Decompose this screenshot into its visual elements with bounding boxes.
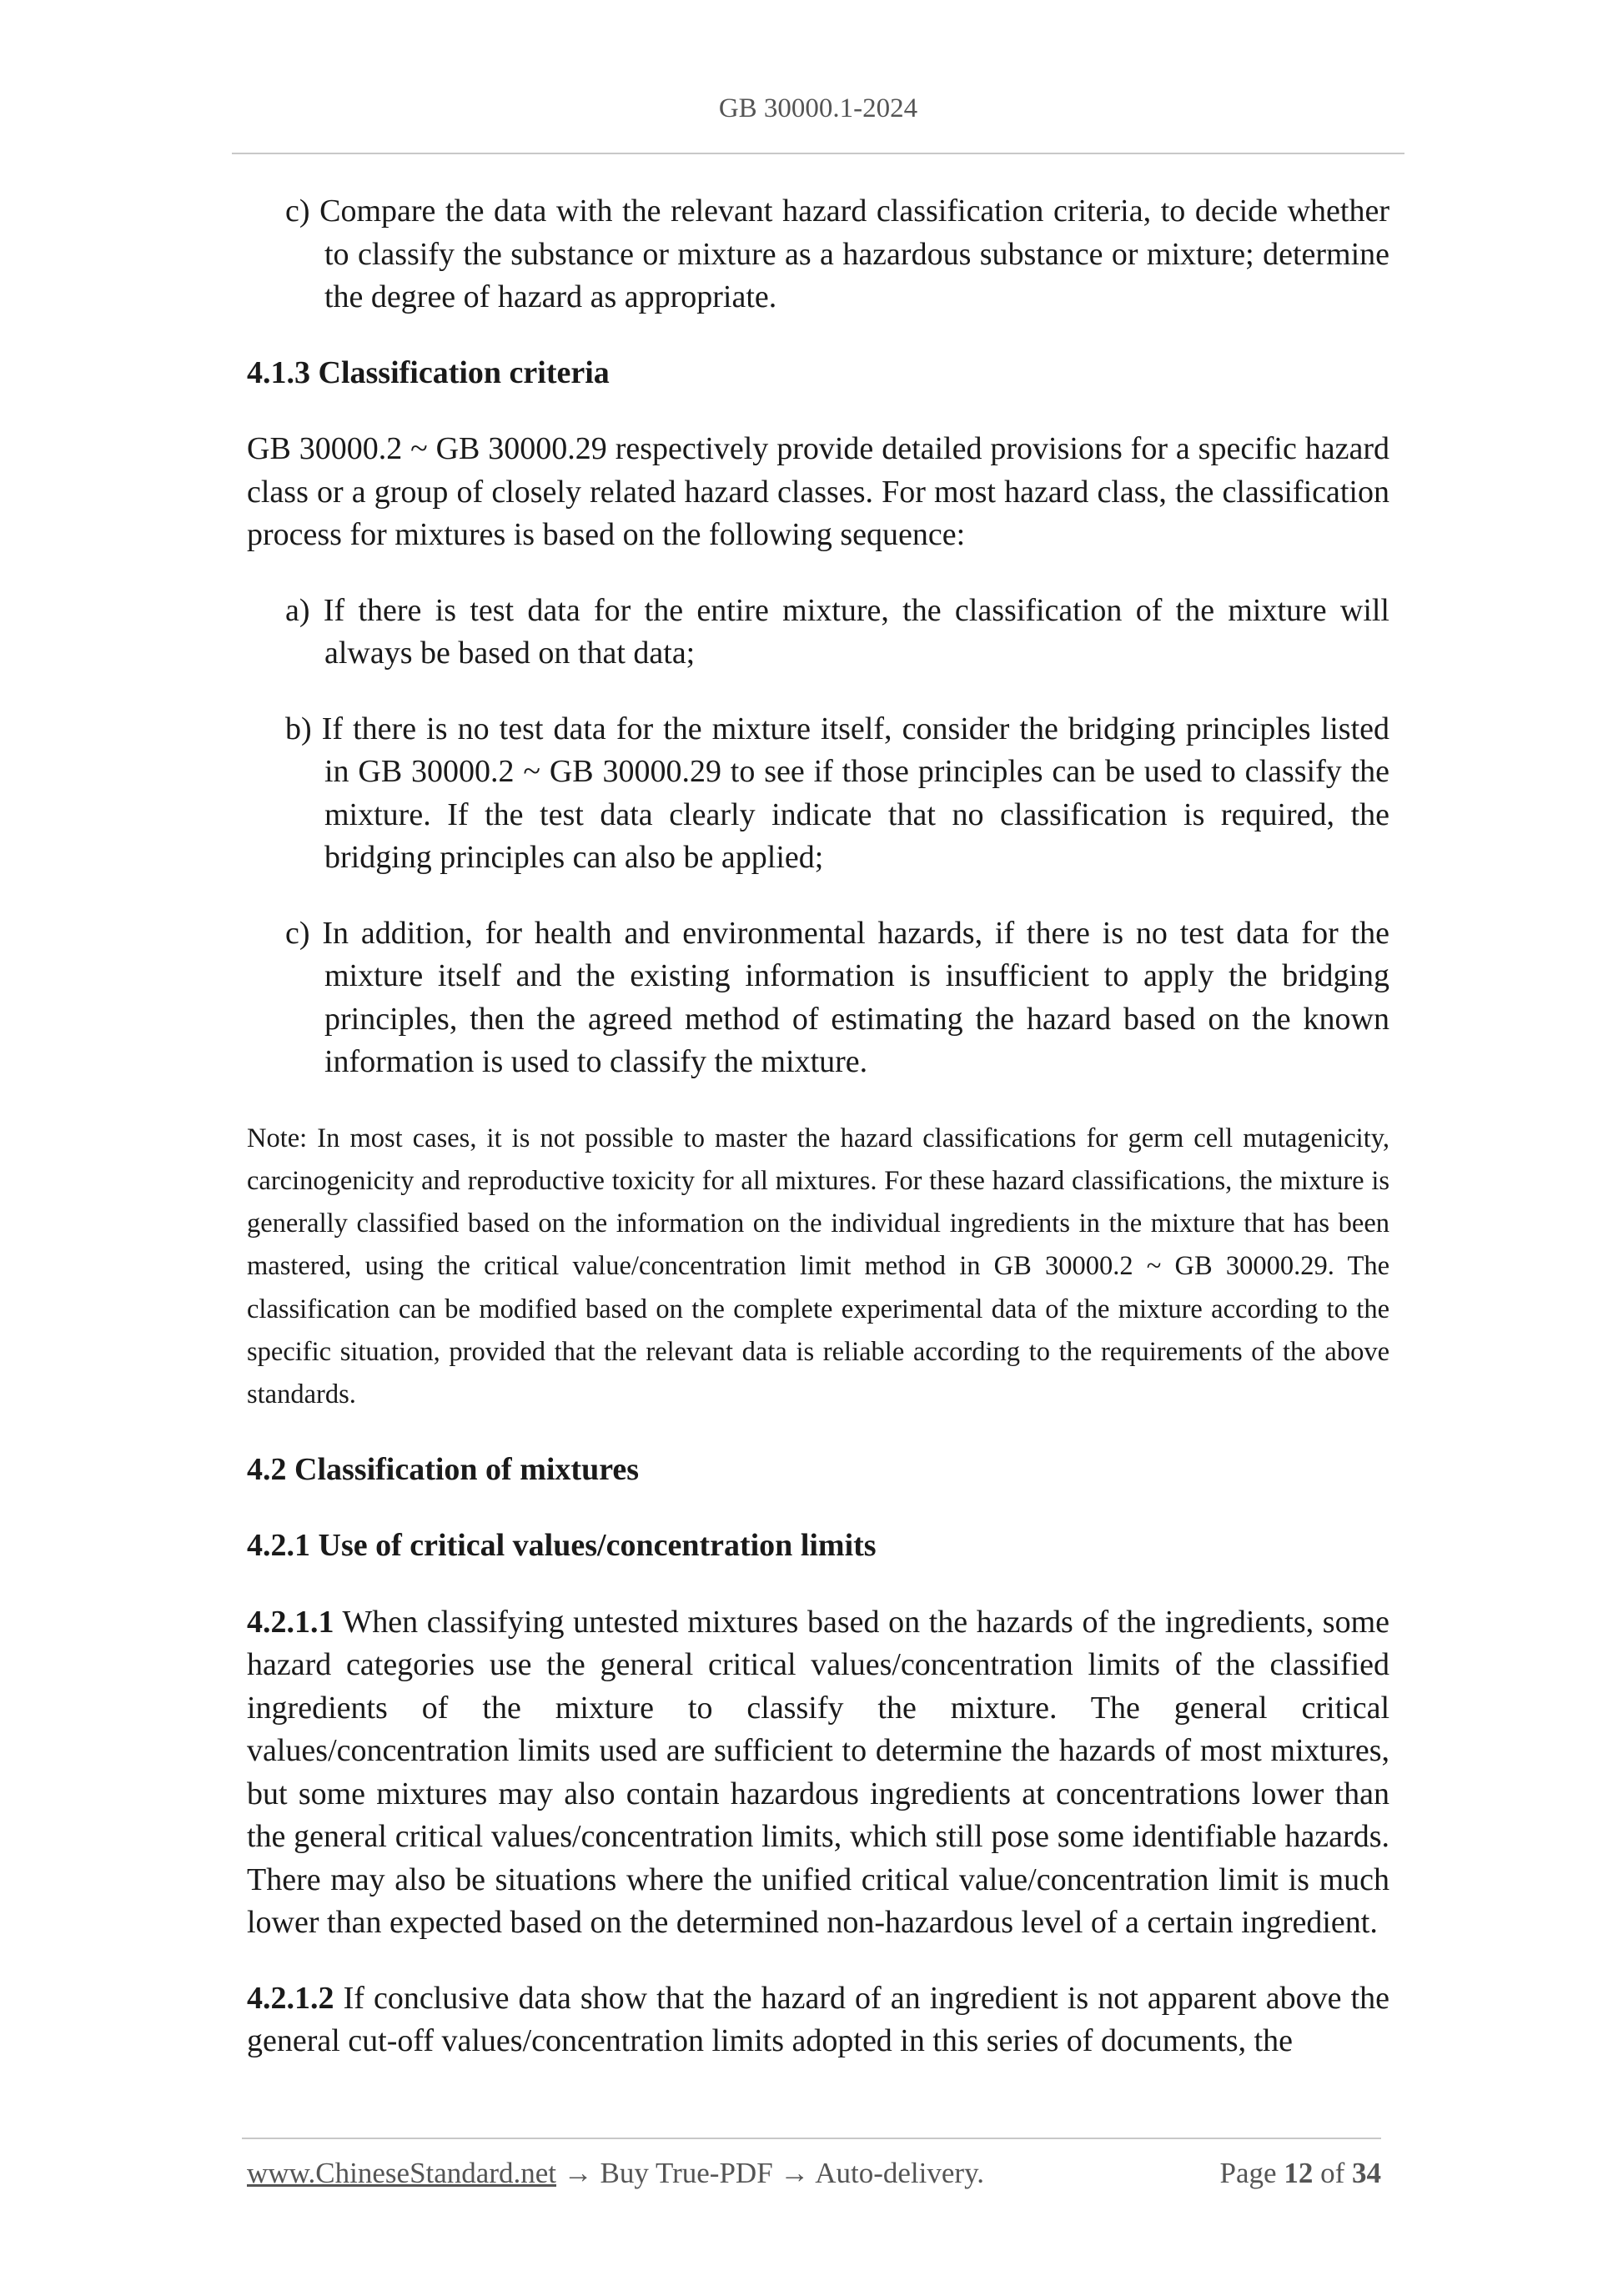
site-link[interactable]: www.ChineseStandard.net: [247, 2157, 556, 2189]
footer-promo: [247, 2157, 984, 2190]
clause-text: If conclusive data show that the hazard of an ingredient is not apparent above the general cut-off values/concentration limits adopted in this series of documents, the: [247, 1980, 1389, 2059]
page-current: 12: [1284, 2157, 1314, 2189]
footer-delivery-text: Auto-delivery.: [809, 2157, 985, 2189]
page-label: Page: [1219, 2157, 1284, 2189]
document-header: GB 30000.1-2024: [718, 93, 918, 123]
arrow-icon: →: [563, 2157, 593, 2189]
page-footer: [247, 2157, 1381, 2190]
arrow-icon: →: [780, 2157, 810, 2189]
clause-4-2-1-1: [247, 1601, 1389, 1945]
list-item-a: a) If there is test data for the entire mixture, the classification of the mixture will always be based on that data;: [285, 592, 1389, 671]
paragraph-classification-criteria: GB 30000.2 ~ GB 30000.29 respectively provide detailed provisions for a specific hazard class or a group of closely related hazard classes. For most hazard class, the classification process for mixtures is based on the following sequence:: [247, 431, 1389, 552]
list-item-b: b) If there is no test data for the mixture itself, consider the bridging principles listed in GB 30000.2 ~ GB 30000.29 to see if those principles can be used to classify the mixture. If the test data clearly indicate that no classification is required, the bridging principles can also be applied;: [285, 711, 1389, 875]
clause-number: 4.2.1.2: [247, 1980, 334, 2016]
footer-buy-text: Buy True-PDF: [592, 2157, 781, 2189]
clause-text: When classifying untested mixtures based on the hazards of the ingredients, some hazard categories use the general critical values/concentration limits of the classified ingredients of the mixture to classify the mixture. The general critical values/concentration limits used are sufficient to determine the hazards of most mixtures, but some mixtures may also contain hazardous ingredients at concentrations lower than the general critical values/concentration limits, which still pose some identifiable hazards. There may also be situations where the unified critical value/concentration limit is much lower than expected based on the determined non-hazardous level of a certain ingredient.: [247, 1604, 1389, 1941]
section-heading-4-1-3: 4.1.3 Classification criteria: [247, 354, 610, 390]
footer-divider: [242, 2138, 1381, 2139]
list-item-c-compare: c) Compare the data with the relevant hazard classification criteria, to decide whether to classify the substance or mixture as a hazardous substance or mixture; determine the degree of hazard as appropriate.: [285, 193, 1389, 314]
note-paragraph: Note: In most cases, it is not possible to master the hazard classifications for germ cell mutagenicity, carcinogenicity and reproductive toxicity for all mixtures. For these hazard classifications, the mixture is generally classified based on the information on the individual ingredients in the mixture that has been mastered, using the critical value/concentration limit method in GB 30000.2 ~ GB 30000.29. The classification can be modified based on the complete experimental data of the mixture according to the specific situation, provided that the relevant data is reliable according to the requirements of the above standards.: [247, 1123, 1389, 1410]
page-number: [1220, 2157, 1381, 2190]
header-divider: [232, 153, 1404, 154]
clause-4-2-1-2: [247, 1977, 1389, 2063]
page-of: of: [1313, 2157, 1352, 2189]
section-heading-4-2-1: 4.2.1 Use of critical values/concentration limits: [247, 1528, 877, 1564]
page-content: [247, 190, 1389, 2063]
page-total: 34: [1352, 2157, 1381, 2189]
list-item-c: c) In addition, for health and environmental hazards, if there is no test data for the mixture itself and the existing information is insufficient to apply the bridging principles, then the agreed method of estimating the hazard based on the known information is used to classify the mixture.: [285, 915, 1389, 1079]
section-heading-4-2: 4.2 Classification of mixtures: [247, 1451, 640, 1487]
clause-number: 4.2.1.1: [247, 1604, 334, 1640]
